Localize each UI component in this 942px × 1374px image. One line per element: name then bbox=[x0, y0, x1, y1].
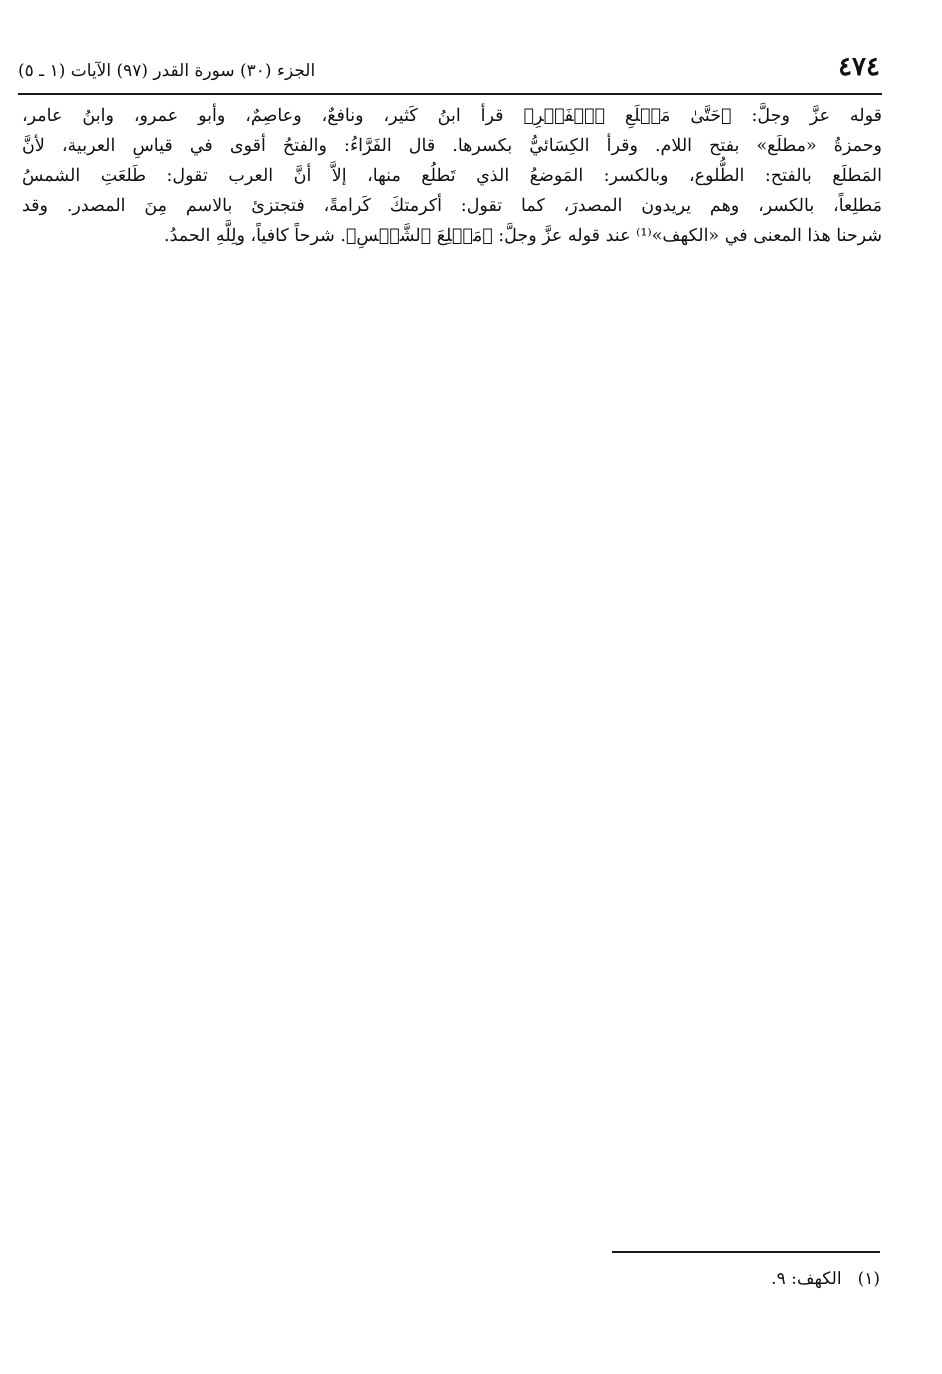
body-line: قوله عزَّ وجلَّ: ﴿حَتَّىٰ مَطۡلَعِ ٱلۡفَجۡرِ﴾ قرأ ابنُ كَثير، ونافعٌ، وعاصِمٌ، وأبو عمرو، وابنُ عامر، bbox=[22, 106, 882, 126]
running-head: الجزء (٣٠) سورة القدر (٩٧) الآيات (١ ـ ٥) bbox=[18, 61, 316, 81]
body-line: شرحنا هذا المعنى في «الكهف»⁽¹⁾ عند قوله عزَّ وجلَّ: ﴿مَطۡلِعَ ٱلشَّمۡسِ﴾. شرحاً كافياً، ولِلَّهِ الحمدُ. bbox=[164, 226, 882, 246]
header-rule bbox=[18, 93, 882, 95]
page-number: ٤٧٤ bbox=[838, 52, 880, 82]
footnote-rule bbox=[612, 1251, 880, 1253]
body-line: المَطلَع بالفتح: الطُّلوع، وبالكسر: المَوضعُ الذي تَطلُع منها، إلاَّ أنَّ العرب تقول: طَلعَتِ الشمسُ bbox=[22, 166, 882, 186]
body-line: مَطلِعاً، بالكسر، وهم يريدون المصدرَ، كما تقول: أكرمتكَ كَرامةً، فتجتزئ بالاسم مِنَ المصدر. وقد bbox=[22, 196, 882, 216]
body-line: وحمزةُ «مطلَع» بفتح اللام. وقرأ الكِسَائيُّ بكسرها. قال الفَرَّاءُ: والفتحُ أقوى في قياسِ العربية، لأنَّ bbox=[22, 136, 882, 156]
body-paragraph bbox=[22, 101, 882, 251]
page-header bbox=[18, 52, 880, 90]
footnote-text: الكهف: ٩. bbox=[771, 1269, 842, 1289]
footnote-number: (١) bbox=[857, 1269, 880, 1289]
footnote bbox=[771, 1266, 880, 1292]
